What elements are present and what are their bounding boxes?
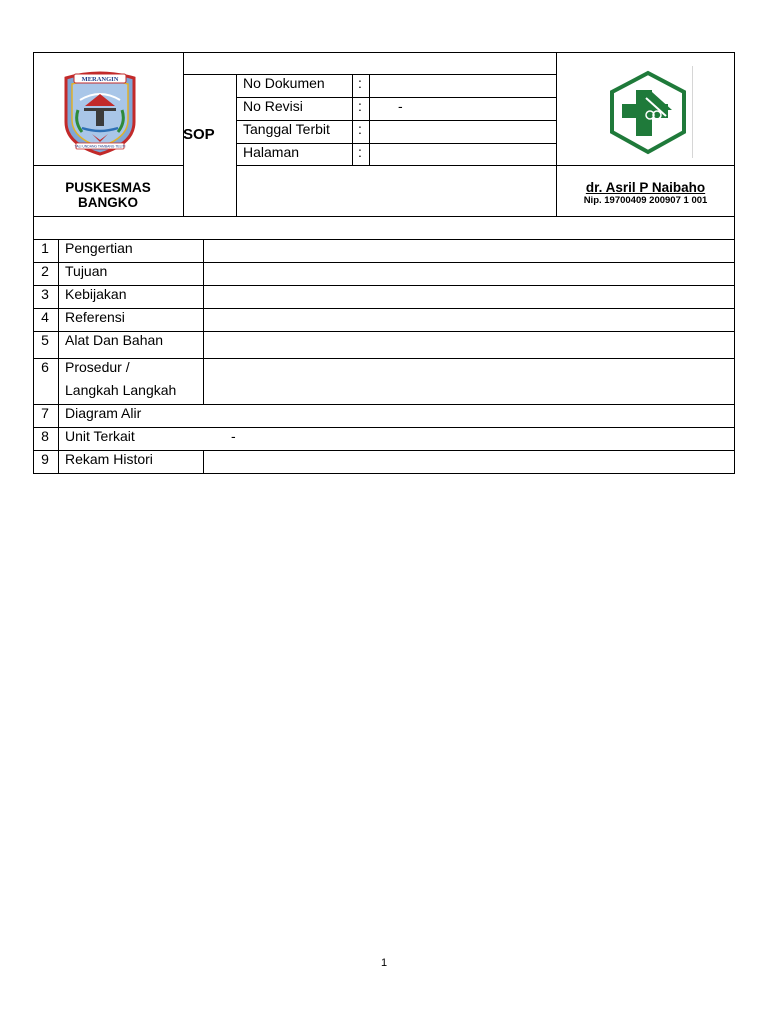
row-label-tujuan: Tujuan [65,263,108,279]
row-label-prosedur: Prosedur / [65,359,130,375]
header-left-divider [33,165,183,166]
sop-label: SOP [183,126,215,143]
row-number: 9 [41,451,49,467]
row-number: 8 [41,428,49,444]
puskesmas-logo-icon [606,70,690,156]
revision-sep: : [358,98,362,114]
issue-date-label: Tanggal Terbit [243,121,330,137]
row-number: 2 [41,263,49,279]
org-name-line2: BANGKO [78,195,138,210]
table-line-1 [33,262,735,263]
row-label-rekam-histori: Rekam Histori [65,451,153,467]
merangin-seal-icon [60,70,140,156]
header-bottom-border [33,216,735,217]
row-label-kebijakan: Kebijakan [65,286,127,302]
doc-info-col-divider-2 [369,74,370,165]
header-right-divider [557,165,735,166]
row-label-unit-terkait: Unit Terkait [65,428,135,444]
svg-text:MERANGIN: MERANGIN [81,76,119,83]
signatory-nip: Nip. 19700409 200907 1 001 [583,195,708,206]
row-number: 4 [41,309,49,325]
table-line-2 [33,285,735,286]
doc-info-line-4 [236,165,557,166]
header-title-divider [183,74,557,75]
row-number: 7 [41,405,49,421]
row-label-referensi: Referensi [65,309,125,325]
header-col-divider-2 [236,74,237,216]
row-label-langkah: Langkah Langkah [65,382,177,398]
page-number: 1 [380,957,388,969]
row-label-diagram-alir: Diagram Alir [65,405,142,421]
row-label-pengertian: Pengertian [65,240,133,256]
doc-number-label: No Dokumen [243,75,325,91]
table-line-9 [33,473,735,474]
row-number: 6 [41,359,49,375]
revision-value: - [398,98,403,114]
table-col-divider-2b [203,450,204,473]
issue-date-sep: : [358,121,362,137]
revision-label: No Revisi [243,98,303,114]
right-border [734,52,735,474]
row-number: 3 [41,286,49,302]
page-label: Halaman [243,144,300,160]
row-label-alat-dan-bahan: Alat Dan Bahan [65,332,164,348]
org-name-line1: PUSKESMAS [65,180,151,195]
row-number: 1 [41,240,49,256]
svg-text:TALI UNDANG TAMBANG TELITI: TALI UNDANG TAMBANG TELITI [74,144,126,149]
doc-number-sep: : [358,75,362,91]
table-line-7 [33,427,735,428]
row-value-unit-terkait: - [231,428,236,444]
row-number: 5 [41,332,49,348]
page-sep: : [358,144,362,160]
header-top-border [33,52,735,53]
table-line-0 [33,239,735,240]
logo-edge-line [692,66,693,158]
table-col-divider-2a [203,239,204,404]
doc-info-col-divider-1 [352,74,353,165]
table-line-3 [33,308,735,309]
signatory-name: dr. Asril P Naibaho [585,180,706,195]
table-line-5 [33,358,735,359]
table-col-divider-1 [58,239,59,473]
